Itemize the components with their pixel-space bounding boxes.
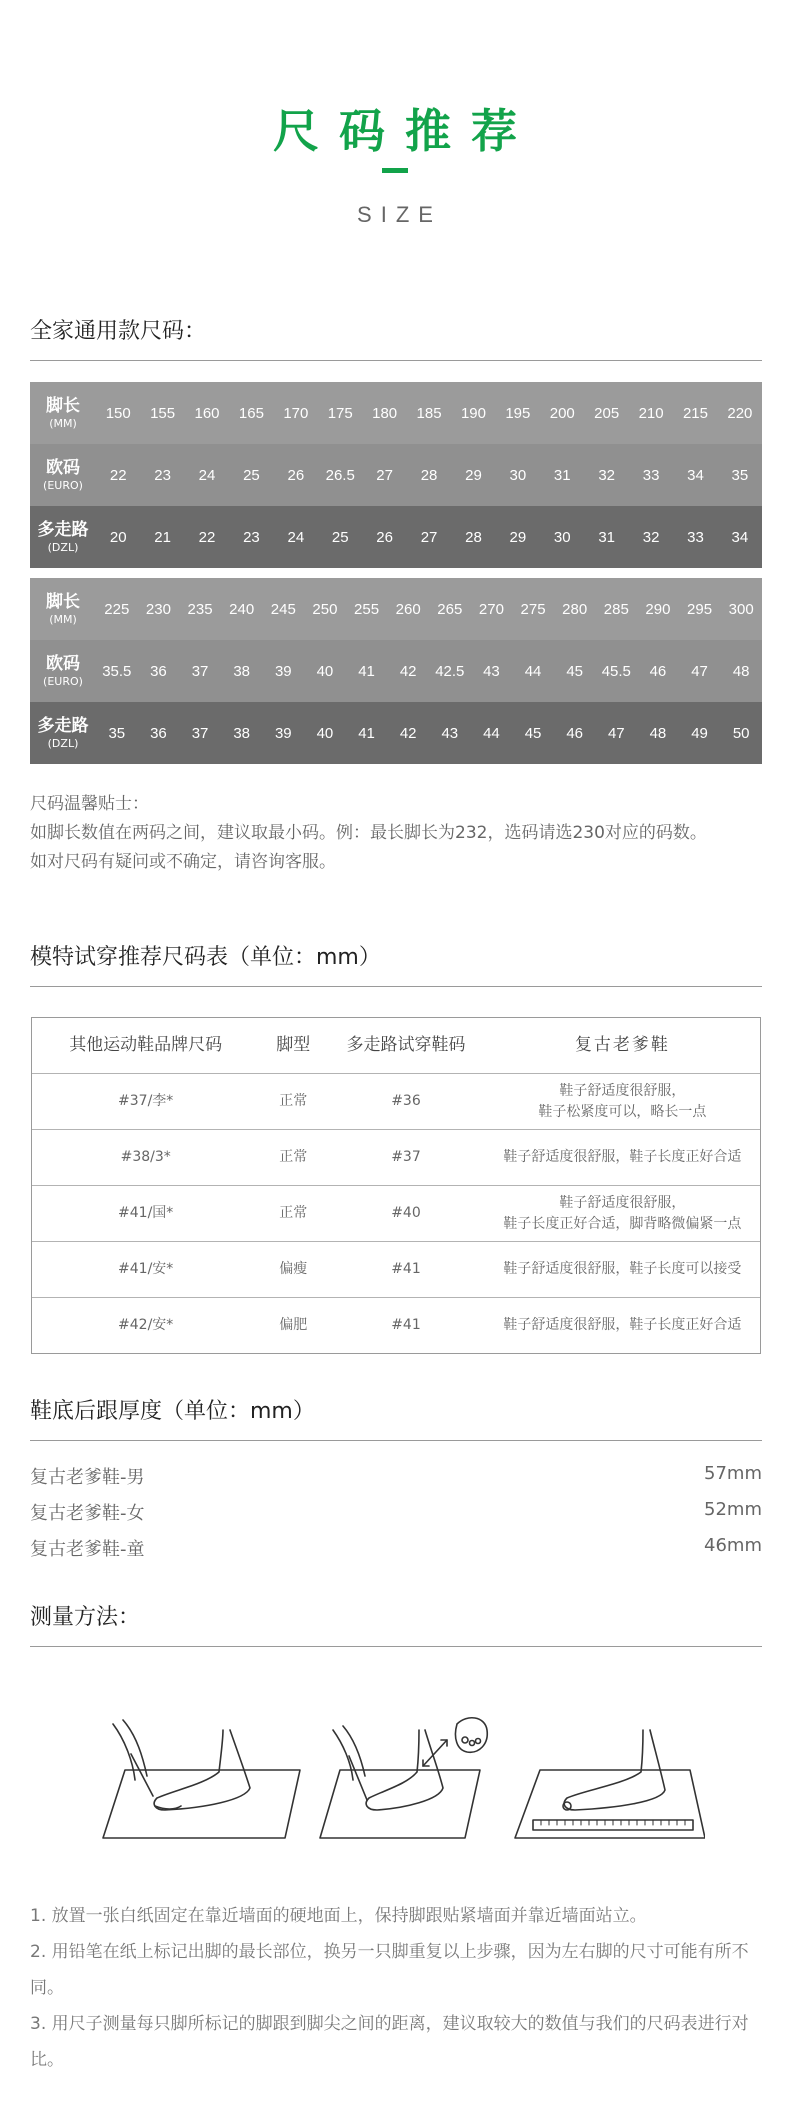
row-header: 脚长 (MM) xyxy=(46,395,80,430)
paper-sheet xyxy=(320,1770,480,1838)
size-cell: 150 xyxy=(105,404,131,422)
size-cell: 43 xyxy=(441,724,459,742)
size-cell: 46 xyxy=(566,724,584,742)
measure-title: 测量方法： xyxy=(30,1605,141,1630)
size-cell: 155 xyxy=(150,404,176,422)
hand-shape xyxy=(333,1726,365,1780)
size-cell: 180 xyxy=(372,404,398,422)
size-cell: 26 xyxy=(376,528,393,546)
size-cell: 24 xyxy=(287,528,305,546)
fit-note: 鞋子舒适度很舒服，鞋子长度可以接受 xyxy=(503,1261,742,1277)
size-cell: 39 xyxy=(274,662,292,680)
row-header: 欧码 (EURO) xyxy=(43,457,83,492)
size-row-euro xyxy=(30,444,762,506)
size-cell: 265 xyxy=(437,600,463,618)
size-cell: 47 xyxy=(607,724,625,742)
brand-size: #41/安* xyxy=(118,1261,174,1277)
general-size-title: 全家通用款尺码： xyxy=(30,319,207,344)
size-cell: 200 xyxy=(549,404,575,422)
size-cell: 22 xyxy=(198,528,216,546)
size-table-block-2 xyxy=(30,578,762,764)
size-cell: 30 xyxy=(553,528,571,546)
foot-type: 正常 xyxy=(279,1205,308,1221)
divider xyxy=(30,1440,762,1441)
size-cell: 215 xyxy=(682,404,708,422)
size-cell: 230 xyxy=(145,600,171,618)
dzl-size: #37 xyxy=(391,1149,421,1165)
size-cell: 240 xyxy=(229,600,255,618)
size-cell: 225 xyxy=(104,600,130,618)
size-cell: 36 xyxy=(150,724,167,742)
size-cells xyxy=(96,601,762,618)
size-cell: 45.5 xyxy=(601,662,631,680)
table-row xyxy=(32,1073,760,1129)
size-cell: 31 xyxy=(598,528,616,546)
table-row xyxy=(32,1129,760,1185)
measure-step: 3. 用尺子测量每只脚所标记的脚跟到脚尖之间的距离，建议取较大的数值与我们的尺码表进行对比。 xyxy=(30,2014,749,2070)
column-header: 复古老爹鞋 xyxy=(574,1035,670,1055)
size-cell: 29 xyxy=(509,528,527,546)
size-cell: 295 xyxy=(687,600,713,618)
size-cell: 185 xyxy=(416,404,442,422)
size-cell: 48 xyxy=(649,724,667,742)
size-cell: 37 xyxy=(191,724,209,742)
size-cell: 33 xyxy=(687,528,704,546)
size-cell: 270 xyxy=(478,600,504,618)
heel-item-value: 52mm xyxy=(704,1499,762,1520)
step3-drawing xyxy=(515,1730,705,1838)
size-cells xyxy=(96,725,762,742)
size-cell: 42 xyxy=(399,662,417,680)
title-accent-bar xyxy=(382,168,408,173)
heel-item-name: 复古老爹鞋-男 xyxy=(30,1467,145,1488)
size-cell: 32 xyxy=(642,528,660,546)
tips-line-2: 如对尺码有疑问或不确定，请咨询客服。 xyxy=(30,852,336,872)
dzl-size: #40 xyxy=(391,1205,421,1221)
size-cells xyxy=(96,405,762,422)
size-cell: 34 xyxy=(731,528,749,546)
size-cell: 23 xyxy=(154,466,171,484)
row-header: 脚长 (MM) xyxy=(46,591,80,626)
size-cell: 26 xyxy=(287,466,305,484)
size-cell: 35 xyxy=(731,466,749,484)
size-cell: 285 xyxy=(603,600,629,618)
toe xyxy=(462,1737,468,1743)
brand-size: #41/国* xyxy=(118,1205,174,1221)
size-cell: 38 xyxy=(233,724,251,742)
size-cell: 170 xyxy=(283,404,309,422)
column-header: 多走路试穿鞋码 xyxy=(346,1035,466,1055)
table-row xyxy=(32,1241,760,1297)
size-cell: 165 xyxy=(238,404,264,422)
hand-shape xyxy=(113,1720,147,1780)
size-cell: 35.5 xyxy=(102,662,132,680)
size-cell: 43 xyxy=(483,662,500,680)
table-header-row xyxy=(32,1018,760,1073)
fit-note: 鞋子舒适度很舒服， 鞋子长度正好合适，脚背略微偏紧一点 xyxy=(503,1194,742,1232)
size-cell: 23 xyxy=(243,528,260,546)
heel-thickness-title: 鞋底后跟厚度（单位：mm） xyxy=(30,1399,315,1424)
model-size-title: 模特试穿推荐尺码表（单位：mm） xyxy=(30,945,381,970)
toe xyxy=(476,1739,481,1744)
dzl-size: #41 xyxy=(391,1317,421,1333)
size-cell: 175 xyxy=(327,404,353,422)
size-cell: 280 xyxy=(562,600,588,618)
foot-type: 正常 xyxy=(279,1149,308,1165)
size-cell: 300 xyxy=(728,600,754,618)
heel-item-value: 57mm xyxy=(704,1463,762,1484)
size-cell: 35 xyxy=(108,724,126,742)
size-cell: 210 xyxy=(638,404,664,422)
size-cell: 44 xyxy=(524,662,542,680)
dzl-size: #36 xyxy=(391,1093,421,1109)
size-tips xyxy=(30,790,765,877)
size-cell: 44 xyxy=(483,724,500,742)
size-cell: 160 xyxy=(194,404,220,422)
size-cell: 195 xyxy=(505,404,531,422)
size-cell: 220 xyxy=(727,404,753,422)
size-cell: 46 xyxy=(649,662,667,680)
foot-type: 正常 xyxy=(279,1093,308,1109)
foot-type: 偏肥 xyxy=(279,1317,308,1333)
size-table-block-1 xyxy=(30,382,762,568)
size-cell: 290 xyxy=(645,600,671,618)
size-cell: 49 xyxy=(691,724,708,742)
pencil xyxy=(349,1756,367,1800)
heel-item-name: 复古老爹鞋-童 xyxy=(30,1539,145,1560)
size-cell: 37 xyxy=(191,662,209,680)
size-cell: 42 xyxy=(399,724,417,742)
size-cell: 50 xyxy=(732,724,750,742)
column-header: 脚型 xyxy=(276,1035,311,1055)
measurement-illustration xyxy=(95,1710,705,1850)
size-cell: 39 xyxy=(274,724,292,742)
brand-size: #37/李* xyxy=(118,1093,174,1109)
brand-size: #38/3* xyxy=(120,1149,171,1165)
size-cell: 40 xyxy=(316,662,334,680)
size-cell: 28 xyxy=(420,466,438,484)
size-cell: 31 xyxy=(553,466,571,484)
size-cell: 24 xyxy=(198,466,216,484)
divider xyxy=(30,360,762,361)
toe xyxy=(470,1741,475,1746)
size-cell: 26.5 xyxy=(325,466,355,484)
fit-note: 鞋子舒适度很舒服， 鞋子松紧度可以，略长一点 xyxy=(538,1082,707,1120)
size-row-euro xyxy=(30,640,762,702)
size-cell: 40 xyxy=(316,724,334,742)
size-cell: 22 xyxy=(109,466,127,484)
size-cell: 25 xyxy=(243,466,260,484)
tips-line-1: 如脚长数值在两码之间，建议取最小码。例：最长脚长为232，选码请选230对应的码数。 xyxy=(30,823,707,843)
size-cell: 20 xyxy=(109,528,127,546)
size-cell: 29 xyxy=(465,466,482,484)
size-cell: 245 xyxy=(270,600,296,618)
size-cell: 235 xyxy=(187,600,213,618)
measure-steps xyxy=(30,1898,765,2078)
size-cell: 41 xyxy=(358,724,375,742)
size-cell: 275 xyxy=(520,600,546,618)
size-cell: 32 xyxy=(598,466,616,484)
size-cell: 48 xyxy=(732,662,750,680)
toe-closeup xyxy=(455,1718,487,1753)
size-cell: 34 xyxy=(687,466,704,484)
foot-type: 偏瘦 xyxy=(279,1261,308,1277)
heel-item-name: 复古老爹鞋-女 xyxy=(30,1503,145,1524)
size-cell: 21 xyxy=(154,528,171,546)
heel-item xyxy=(30,1499,762,1525)
divider xyxy=(30,986,762,987)
size-row-foot-length xyxy=(30,382,762,444)
step1-drawing xyxy=(103,1720,300,1838)
measure-step: 1. 放置一张白纸固定在靠近墙面的硬地面上，保持脚跟贴紧墙面并靠近墙面站立。 xyxy=(30,1906,647,1926)
page-subtitle: SIZE xyxy=(357,202,442,227)
divider xyxy=(30,1646,762,1647)
size-cells xyxy=(96,467,762,484)
heel-item-value: 46mm xyxy=(704,1535,762,1556)
size-cell: 27 xyxy=(420,528,438,546)
measure-step: 2. 用铅笔在纸上标记出脚的最长部位，换另一只脚重复以上步骤，因为左右脚的尺寸可能有所不同。 xyxy=(30,1942,749,1998)
table-row xyxy=(32,1297,760,1353)
size-row-foot-length xyxy=(30,578,762,640)
paper-sheet xyxy=(515,1770,705,1838)
brand-size: #42/安* xyxy=(118,1317,174,1333)
row-header: 多走路 (DZL) xyxy=(37,715,89,750)
tips-title: 尺码温馨贴士： xyxy=(30,794,149,814)
size-cell: 27 xyxy=(376,466,393,484)
fit-note: 鞋子舒适度很舒服，鞋子长度正好合适 xyxy=(503,1149,742,1165)
size-cell: 25 xyxy=(331,528,349,546)
heel-item xyxy=(30,1535,762,1561)
size-cell: 33 xyxy=(642,466,660,484)
step2-drawing xyxy=(320,1718,487,1838)
dzl-size: #41 xyxy=(391,1261,421,1277)
size-row-dzl xyxy=(30,506,762,568)
size-cell: 190 xyxy=(460,404,486,422)
row-header: 欧码 (EURO) xyxy=(43,653,83,688)
size-cell: 47 xyxy=(691,662,708,680)
size-cell: 30 xyxy=(509,466,527,484)
size-cell: 38 xyxy=(233,662,251,680)
heel-item xyxy=(30,1463,762,1489)
page-title: 尺码推荐 xyxy=(273,104,537,158)
paper-sheet xyxy=(103,1770,300,1838)
size-row-dzl xyxy=(30,702,762,764)
table-row xyxy=(32,1185,760,1241)
fit-note: 鞋子舒适度很舒服，鞋子长度正好合适 xyxy=(503,1317,742,1333)
column-header: 其他运动鞋品牌尺码 xyxy=(69,1035,223,1055)
size-cell: 36 xyxy=(150,662,167,680)
size-cell: 205 xyxy=(594,404,620,422)
model-fit-table xyxy=(31,1017,761,1354)
size-cell: 41 xyxy=(358,662,375,680)
size-cell: 42.5 xyxy=(435,662,465,680)
row-header: 多走路 (DZL) xyxy=(37,519,89,554)
size-cell: 45 xyxy=(566,662,584,680)
size-cells xyxy=(96,663,762,680)
size-cell: 260 xyxy=(395,600,421,618)
size-cells xyxy=(96,529,762,546)
size-cell: 250 xyxy=(312,600,338,618)
size-cell: 255 xyxy=(354,600,380,618)
size-cell: 28 xyxy=(465,528,482,546)
size-cell: 45 xyxy=(524,724,542,742)
